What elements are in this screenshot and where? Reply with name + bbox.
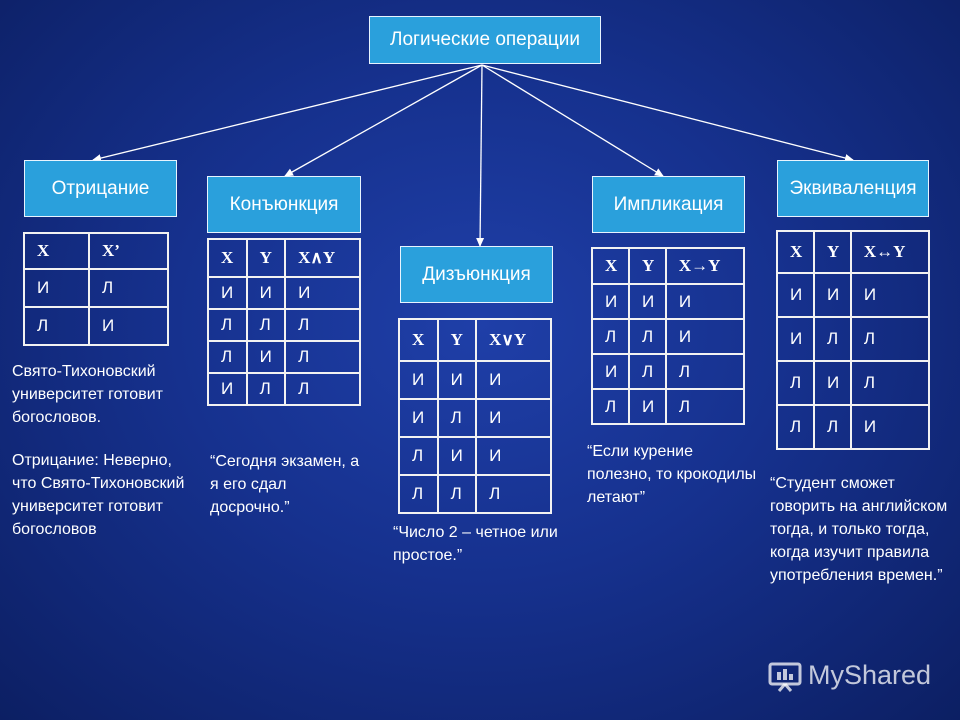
table-cell: Л <box>247 373 286 405</box>
header-cell: Y <box>814 231 851 273</box>
op-box-conjunction: Конъюнкция <box>207 176 361 233</box>
table-cell: И <box>208 373 247 405</box>
table-cell: Л <box>592 389 629 424</box>
table-cell: Л <box>629 319 666 354</box>
table-cell: И <box>629 284 666 319</box>
table-cell: И <box>629 389 666 424</box>
truth-table-equivalence <box>776 230 930 450</box>
table-cell: Л <box>438 475 477 513</box>
header-cell: Y <box>247 239 286 277</box>
header-cell: X <box>24 233 89 269</box>
truth-table-disjunction <box>398 318 552 514</box>
header-cell: Y <box>438 319 477 361</box>
watermark-text: MyShared <box>808 659 932 690</box>
table-cell: Л <box>285 373 360 405</box>
op-box-implication: Импликация <box>592 176 745 233</box>
note-equivalence-example: “Студент сможет говорить на английском тогда, и только тогда, когда изучит правила употребления времен.” <box>770 475 948 584</box>
table-cell: И <box>851 405 929 449</box>
arrow-to-equivalence <box>482 65 853 160</box>
table-cell: Л <box>285 341 360 373</box>
arrow-to-implication <box>482 65 663 176</box>
table-cell: Л <box>851 361 929 405</box>
table-cell: Л <box>629 354 666 389</box>
table-cell: И <box>666 284 744 319</box>
table-cell: И <box>851 273 929 317</box>
table-cell: И <box>399 399 438 437</box>
table-cell: Л <box>399 437 438 475</box>
op-box-negation: Отрицание <box>24 160 177 217</box>
arrow-to-negation <box>93 65 482 160</box>
table-cell: Л <box>285 309 360 341</box>
table-cell: И <box>777 273 814 317</box>
table-cell: Л <box>208 341 247 373</box>
header-cell: X’ <box>89 233 168 269</box>
table-cell: И <box>666 319 744 354</box>
truth-table-conjunction <box>207 238 361 406</box>
header-cell: X∧Y <box>285 239 360 277</box>
table-cell: Л <box>777 361 814 405</box>
table-cell: И <box>438 437 477 475</box>
table-cell: Л <box>438 399 477 437</box>
table-cell: И <box>208 277 247 309</box>
op-box-disjunction: Дизъюнкция <box>400 246 553 303</box>
header-cell: X∨Y <box>476 319 551 361</box>
table-cell: Л <box>208 309 247 341</box>
table-cell: И <box>476 437 551 475</box>
table-cell: Л <box>814 317 851 361</box>
table-cell: Л <box>89 269 168 307</box>
table-cell: Л <box>399 475 438 513</box>
header-cell: X <box>592 248 629 284</box>
presentation-icon <box>768 658 802 692</box>
header-cell: X↔Y <box>851 231 929 273</box>
table-cell: И <box>247 277 286 309</box>
table-cell: Л <box>592 319 629 354</box>
table-cell: И <box>285 277 360 309</box>
table-cell: И <box>476 361 551 399</box>
table-cell: И <box>814 361 851 405</box>
header-cell: Y <box>629 248 666 284</box>
table-cell: Л <box>666 354 744 389</box>
table-cell: Л <box>476 475 551 513</box>
table-cell: Л <box>814 405 851 449</box>
table-cell: И <box>814 273 851 317</box>
table-cell: И <box>24 269 89 307</box>
arrow-to-disjunction <box>480 65 482 246</box>
table-cell: Л <box>851 317 929 361</box>
table-cell: И <box>89 307 168 345</box>
table-cell: Л <box>777 405 814 449</box>
table-cell: И <box>247 341 286 373</box>
table-cell: И <box>777 317 814 361</box>
table-cell: И <box>592 284 629 319</box>
table-cell: И <box>438 361 477 399</box>
header-cell: X <box>777 231 814 273</box>
header-cell: X <box>208 239 247 277</box>
note-conjunction-example: “Сегодня экзамен, а я его сдал досрочно.” <box>210 453 360 516</box>
note-disjunction-example: “Число 2 – четное или простое.” <box>393 524 558 564</box>
note-implication-example: “Если курение полезно, то крокодилы летают” <box>587 443 757 506</box>
arrow-to-conjunction <box>285 65 482 176</box>
table-cell: Л <box>24 307 89 345</box>
note-negation-example: Свято-Тихоновский университет готовит богословов. <box>12 363 163 426</box>
watermark-logo <box>768 655 948 695</box>
truth-table-implication <box>591 247 745 425</box>
table-cell: И <box>399 361 438 399</box>
table-cell: И <box>476 399 551 437</box>
truth-table-negation <box>23 232 169 346</box>
op-box-equivalence: Эквиваленция <box>777 160 929 217</box>
root-box-logical-operations: Логические операции <box>369 16 601 64</box>
table-cell: Л <box>666 389 744 424</box>
header-cell: X <box>399 319 438 361</box>
table-cell: И <box>592 354 629 389</box>
note-negation-result: Отрицание: Неверно, что Свято-Тихоновский университет готовит богословов <box>12 452 185 538</box>
header-cell: X→Y <box>666 248 744 284</box>
table-cell: Л <box>247 309 286 341</box>
